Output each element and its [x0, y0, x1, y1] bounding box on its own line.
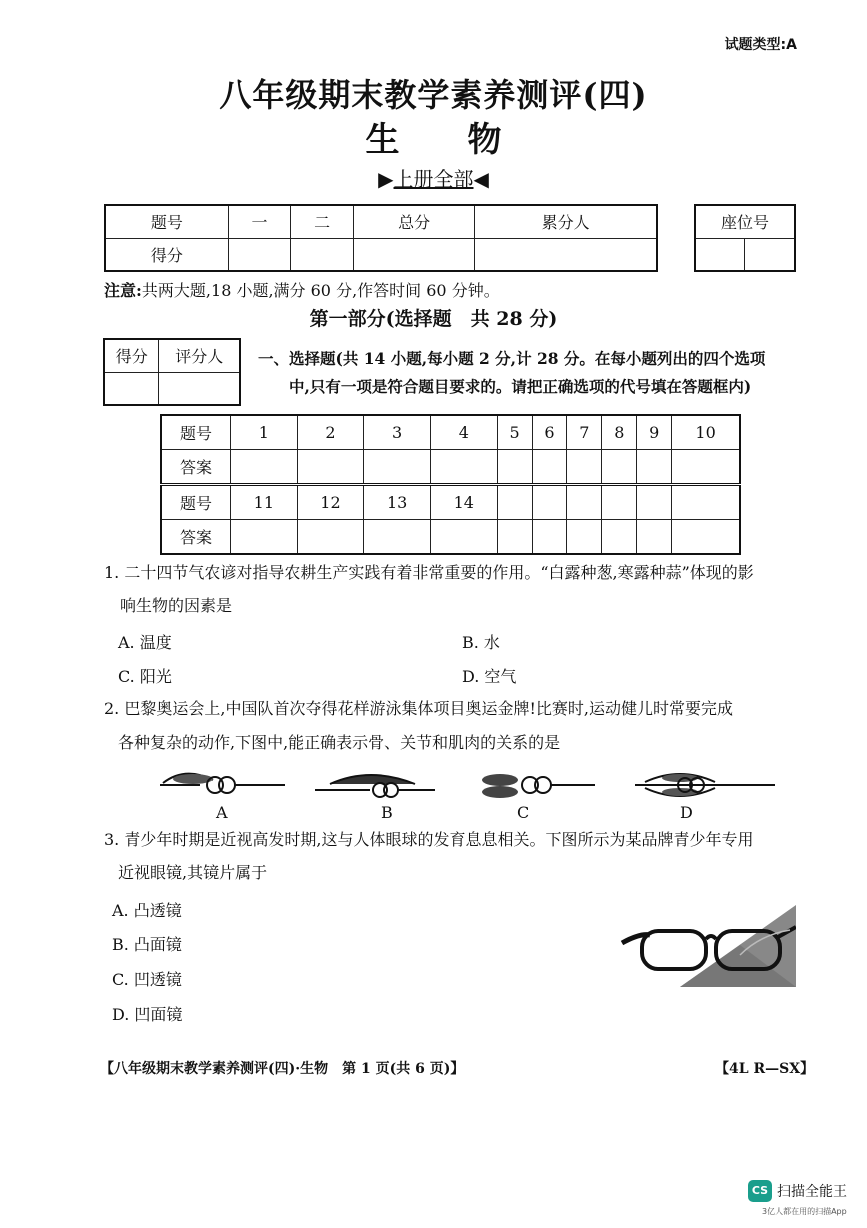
- footer-left: 【八年级期末教学素养测评(四)·生物 第 1 页(共 6 页)】: [100, 1061, 465, 1077]
- grid-ans-cell[interactable]: [231, 519, 298, 554]
- score-row-label: 得分: [105, 238, 228, 271]
- grid-num-label: 题号: [161, 415, 231, 449]
- exam-type-label: 试题类型:A: [724, 37, 797, 53]
- q2-line2: 各种复杂的动作,下图中,能正确表示骨、关节和肌肉的关系的是: [118, 733, 561, 752]
- scope-text: 上册全部: [393, 167, 474, 191]
- q1-option-d[interactable]: D. 空气: [462, 667, 517, 686]
- seat-cell[interactable]: [745, 238, 795, 271]
- grid-num: 4: [430, 415, 497, 449]
- joint-label-c: C: [517, 803, 530, 822]
- grader-score-label: 得分: [104, 339, 159, 372]
- grid-num: 8: [602, 415, 637, 449]
- grid-ans-cell[interactable]: [297, 449, 364, 484]
- seat-table: [694, 204, 796, 272]
- grid-ans-cell[interactable]: [602, 519, 637, 554]
- grid-ans-cell[interactable]: [497, 449, 532, 484]
- score-cell[interactable]: [353, 238, 474, 271]
- joint-label-b: B: [381, 803, 393, 822]
- grid-num: 1: [231, 415, 298, 449]
- triangle-left-icon: ◀: [473, 167, 489, 191]
- q3-line2: 近视眼镜,其镜片属于: [118, 863, 268, 882]
- grid-ans-cell[interactable]: [430, 519, 497, 554]
- grid-num: [672, 484, 740, 519]
- score-cell[interactable]: [475, 238, 657, 271]
- q3-option-d[interactable]: D. 凹面镜: [112, 1005, 183, 1024]
- joint-label-a: A: [216, 803, 228, 822]
- grid-num: 5: [497, 415, 532, 449]
- grid-ans-label: 答案: [161, 519, 231, 554]
- notice-label: 注意:: [104, 281, 142, 300]
- score-cell[interactable]: [291, 238, 354, 271]
- q1-option-c[interactable]: C. 阳光: [118, 667, 172, 686]
- scanner-name: 扫描全能王: [777, 1184, 847, 1200]
- section1-intro-line2: 中,只有一项是符合题目要求的。请把正确选项的代号填在答题框内): [289, 377, 752, 396]
- q3-option-a[interactable]: A. 凸透镜: [112, 901, 182, 920]
- grid-num: 14: [430, 484, 497, 519]
- q2-line1: 2. 巴黎奥运会上,中国队首次夺得花样游泳集体项目奥运金牌!比赛时,运动健儿时常要完成: [104, 699, 733, 718]
- q3-option-c[interactable]: C. 凹透镜: [112, 970, 182, 989]
- grid-ans-cell[interactable]: [364, 519, 431, 554]
- score-table-header: 一: [228, 205, 291, 238]
- q1-option-a[interactable]: A. 温度: [118, 633, 172, 652]
- score-table-header: 题号: [105, 205, 228, 238]
- score-table-header: 总分: [353, 205, 474, 238]
- exam-title: 八年级期末教学素养测评(四): [219, 76, 648, 114]
- score-table-header: 二: [291, 205, 354, 238]
- grid-num: [497, 484, 532, 519]
- grid-ans-cell[interactable]: [532, 449, 567, 484]
- grid-num: 10: [672, 415, 740, 449]
- scope-line: [0, 163, 867, 192]
- grader-name-label: 评分人: [159, 339, 240, 372]
- section1-intro-line1: 一、选择题(共 14 小题,每小题 2 分,计 28 分。在每小题列出的四个选项: [258, 349, 766, 368]
- joint-label-d: D: [680, 803, 693, 822]
- joint-figure-a[interactable]: [160, 774, 285, 793]
- grid-ans-cell[interactable]: [672, 449, 740, 484]
- grid-num: 12: [297, 484, 364, 519]
- grader-score-cell[interactable]: [104, 372, 159, 405]
- notice-text: 共两大题,18 小题,满分 60 分,作答时间 60 分钟。: [141, 281, 500, 300]
- answer-grid: [160, 414, 741, 555]
- q1-line1: 1. 二十四节气农谚对指导农耕生产实践有着非常重要的作用。“白露种葱,寒露种蒜”体现的影: [104, 563, 754, 582]
- grid-num: [637, 484, 672, 519]
- grid-ans-cell[interactable]: [430, 449, 497, 484]
- grid-ans-label: 答案: [161, 449, 231, 484]
- joint-figure-b[interactable]: [315, 775, 435, 797]
- joint-figure-d[interactable]: [635, 774, 775, 796]
- grid-ans-cell[interactable]: [637, 519, 672, 554]
- seat-label: 座位号: [695, 205, 795, 238]
- grid-ans-cell[interactable]: [231, 449, 298, 484]
- joint-diagrams: [155, 768, 795, 802]
- q3-option-b[interactable]: B. 凸面镜: [112, 935, 182, 954]
- grid-num: 6: [532, 415, 567, 449]
- grid-ans-cell[interactable]: [567, 449, 602, 484]
- grid-num: 11: [231, 484, 298, 519]
- score-cell[interactable]: [228, 238, 291, 271]
- grid-ans-cell[interactable]: [637, 449, 672, 484]
- triangle-right-icon: ▶: [378, 167, 394, 191]
- glasses-image: [620, 895, 796, 987]
- grid-ans-cell[interactable]: [532, 519, 567, 554]
- grader-table: [103, 338, 241, 406]
- q3-line1: 3. 青少年时期是近视高发时期,这与人体眼球的发育息息相关。下图所示为某品牌青少年专用: [104, 830, 754, 849]
- seat-cell[interactable]: [695, 238, 745, 271]
- q1-option-b[interactable]: B. 水: [462, 633, 500, 652]
- notice: [104, 278, 500, 301]
- grid-num: 3: [364, 415, 431, 449]
- grid-num: 9: [637, 415, 672, 449]
- grader-name-cell[interactable]: [159, 372, 240, 405]
- grid-num: 7: [567, 415, 602, 449]
- part1-title: 第一部分(选择题 共 28 分): [309, 308, 558, 330]
- footer-right: 【4L R—SX】: [715, 1061, 815, 1077]
- grid-ans-cell[interactable]: [497, 519, 532, 554]
- subject-title: 生 物: [365, 120, 502, 160]
- joint-figure-c[interactable]: [482, 774, 595, 798]
- grid-num: 2: [297, 415, 364, 449]
- scanner-tagline: 3亿人都在用的扫描App: [762, 1207, 847, 1216]
- grid-ans-cell[interactable]: [297, 519, 364, 554]
- q1-line2: 响生物的因素是: [120, 596, 233, 615]
- score-table: [104, 204, 658, 272]
- grid-ans-cell[interactable]: [364, 449, 431, 484]
- scanner-logo-icon: CS: [748, 1180, 772, 1202]
- grid-ans-cell[interactable]: [672, 519, 740, 554]
- score-table-header: 累分人: [475, 205, 657, 238]
- grid-num: [532, 484, 567, 519]
- grid-ans-cell[interactable]: [602, 449, 637, 484]
- grid-num: [602, 484, 637, 519]
- grid-ans-cell[interactable]: [567, 519, 602, 554]
- grid-num: 13: [364, 484, 431, 519]
- grid-num: [567, 484, 602, 519]
- grid-num-label: 题号: [161, 484, 231, 519]
